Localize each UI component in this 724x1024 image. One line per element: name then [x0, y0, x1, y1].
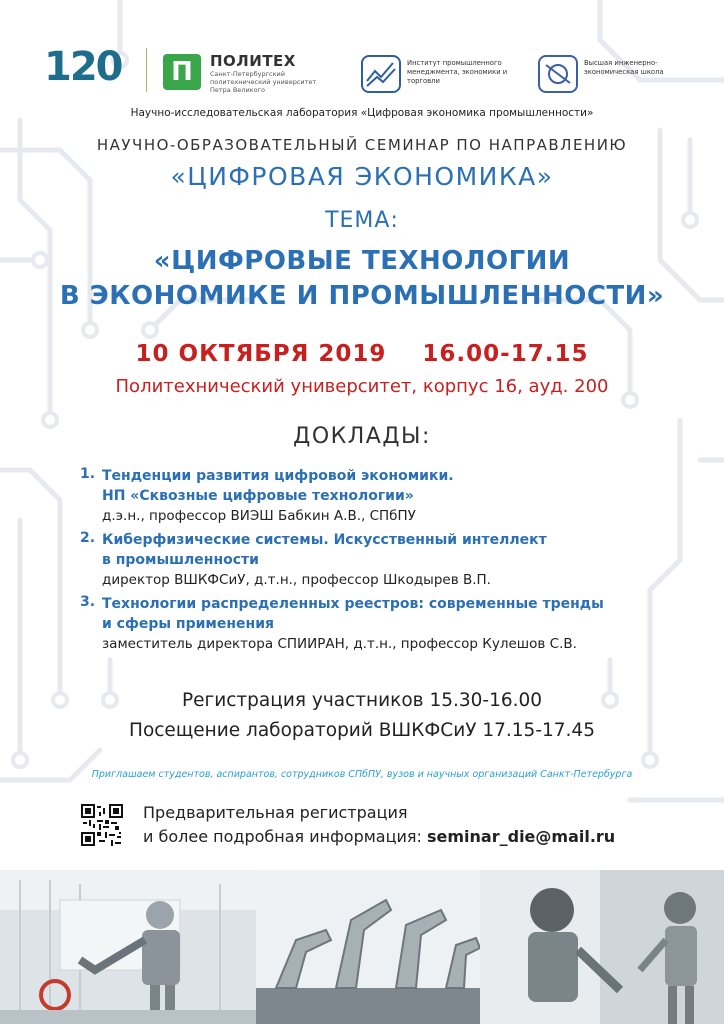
contact-email-link[interactable]: seminar_die@mail.ru — [427, 827, 616, 846]
qr-code-icon[interactable] — [81, 804, 123, 846]
logo-120-text: 120 — [44, 44, 122, 90]
report-item — [80, 466, 680, 526]
invitation-line: Приглашаем студентов, аспирантов, сотрудников СПбПУ, вузов и научных организаций Санкт-Петербурга — [91, 769, 633, 780]
report-speaker: заместитель директора СПИИРАН, д.т.н., профессор Кулешов С.В. — [102, 636, 577, 652]
institute-name: Институт промышленного менеджмента, экономики и торговли — [407, 59, 508, 85]
reports-list — [80, 466, 680, 658]
report-number: 2. — [80, 530, 96, 546]
report-title: Тенденции развития цифровой экономики. НП «Сквозные цифровые технологии» — [102, 468, 454, 504]
tema-title — [0, 244, 724, 314]
robot-arms-photo — [256, 870, 480, 1024]
report-speaker: д.э.н., профессор ВИЭШ Бабкин А.В., СПбПУ — [102, 508, 416, 524]
tema-title-line-1: «ЦИФРОВЫЕ ТЕХНОЛОГИИ — [153, 246, 571, 276]
laboratory-line: Научно-исследовательская лаборатория «Цифровая экономика промышленности» — [130, 107, 594, 119]
report-speaker: директор ВШКФСиУ, д.т.н., профессор Шкодырев В.П. — [102, 572, 491, 588]
event-time: 16.00-17.15 — [422, 341, 589, 367]
header-divider — [146, 48, 147, 92]
report-item — [80, 594, 680, 654]
robot-lab-photo — [0, 870, 256, 1024]
event-venue: Политехнический университет, корпус 16, ауд. 200 — [115, 376, 609, 397]
registration-time: Регистрация участников 15.30-16.00 — [181, 690, 543, 711]
humanoid-robot-photo — [480, 870, 724, 1024]
report-item — [80, 530, 680, 590]
event-date: 10 ОКТЯБРЯ 2019 — [135, 341, 387, 367]
report-number: 1. — [80, 466, 96, 482]
institute-logo-icon — [361, 55, 401, 93]
tema-label: ТЕМА: — [325, 208, 399, 233]
preregistration-line-2 — [143, 825, 615, 849]
preregistration-line-1: Предварительная регистрация — [143, 803, 408, 822]
school-name: Высшая инженерно-экономическая школа — [584, 59, 664, 76]
preregistration-info — [143, 801, 615, 849]
lab-visit-time: Посещение лабораторий ВШКФСиУ 17.15-17.45 — [129, 720, 595, 741]
polytech-subtitle: Санкт-Петербургский политехнический университет Петра Великого — [210, 70, 317, 94]
date-time-line — [0, 341, 724, 367]
report-title: Киберфизические системы. Искусственный интеллект в промышленности — [102, 532, 547, 568]
report-title: Технологии распределенных реестров: современные тренды и сферы применения — [102, 596, 604, 632]
robot-photo-strip — [0, 870, 724, 1024]
polytech-logo-icon: П — [163, 54, 201, 90]
preregistration-text: и более подробная информация: — [143, 827, 427, 846]
seminar-topic: «ЦИФРОВАЯ ЭКОНОМИКА» — [170, 162, 554, 191]
seminar-line: НАУЧНО-ОБРАЗОВАТЕЛЬНЫЙ СЕМИНАР ПО НАПРАВЛЕНИЮ — [96, 136, 628, 154]
report-number: 3. — [80, 594, 96, 610]
reports-heading: ДОКЛАДЫ: — [293, 424, 431, 449]
polytech-name: ПОЛИТЕХ — [210, 52, 296, 70]
tema-title-line-2: В ЭКОНОМИКЕ И ПРОМЫШЛЕННОСТИ» — [59, 281, 665, 311]
school-logo-icon — [538, 55, 578, 93]
anniversary-120-logo — [44, 44, 122, 90]
